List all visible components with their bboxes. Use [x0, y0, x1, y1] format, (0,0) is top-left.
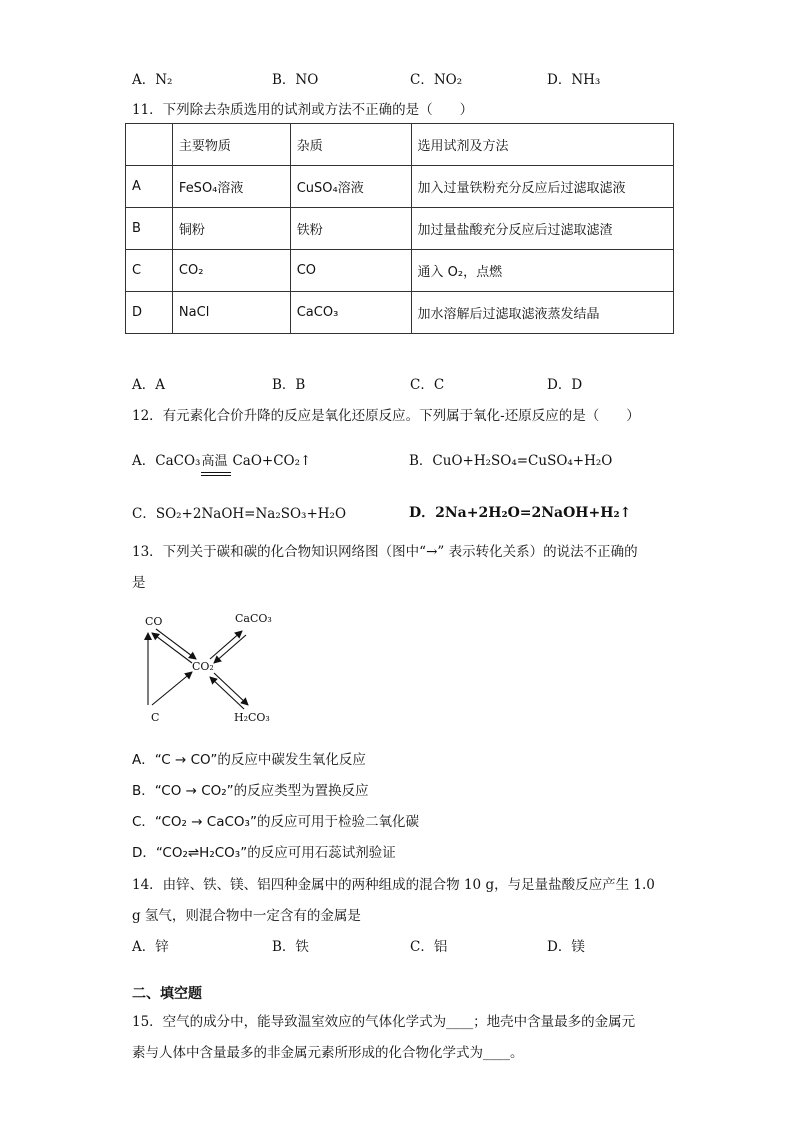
arrow-co2-to-co	[152, 633, 192, 663]
table-cell: CaCO₃	[290, 292, 411, 334]
table-cell: A	[126, 166, 173, 208]
q14-stem-line1: 14．由锌、铁、镁、铝四种金属中的两种组成的混合物 10 g，与足量盐酸反应产生 1.0	[132, 877, 655, 893]
q11-table	[125, 123, 674, 334]
q11-option-a: A．A	[132, 377, 165, 393]
section-title: 二、填空题	[132, 986, 202, 1002]
node-co: CO	[145, 615, 163, 628]
arrow-h2co3-to-co2	[210, 677, 244, 709]
q15-line2: 素与人体中含量最多的非金属元素所形成的化合物化学式为____。	[132, 1045, 524, 1061]
equation-line	[201, 472, 231, 473]
table-cell: B	[126, 208, 173, 250]
arrow-co2-to-h2co3	[214, 673, 248, 705]
q12-option-a	[132, 449, 311, 469]
arrow-c-to-co2	[152, 672, 192, 705]
node-h2co3: H₂CO₃	[234, 711, 270, 724]
q11-option-d: D．D	[547, 377, 583, 393]
q13-stem-line1: 13．下列关于碳和碳的化合物知识网络图（图中“→” 表示转化关系）的说法不正确的	[132, 544, 638, 560]
table-cell: 加入过量铁粉充分反应后过滤取滤液	[411, 166, 673, 208]
node-co2: CO₂	[192, 660, 214, 673]
q11-stem: 11．下列除去杂质选用的试剂或方法不正确的是（ ）	[132, 102, 474, 118]
table-cell: CO	[290, 250, 411, 292]
q10-options	[132, 68, 732, 88]
carbon-network-diagram	[130, 605, 290, 730]
q14-options	[132, 935, 732, 955]
q10-option-a: A．N₂	[132, 72, 173, 88]
table-header-cell: 选用试剂及方法	[411, 124, 673, 166]
table-cell: C	[126, 250, 173, 292]
arrow-caco3-to-co2	[214, 635, 246, 663]
table-cell: CuSO₄溶液	[290, 166, 411, 208]
table-row	[126, 250, 674, 292]
table-cell: 通入 O₂，点燃	[411, 250, 673, 292]
q10-option-c: C．NO₂	[410, 72, 463, 88]
table-header-cell: 杂质	[290, 124, 411, 166]
table-header-row	[126, 124, 674, 166]
q10-option-b: B．NO	[272, 72, 319, 88]
node-c: C	[151, 711, 160, 724]
arrow-co2-to-caco3	[210, 631, 242, 659]
q13-option-b: B．“CO → CO₂”的反应类型为置换反应	[132, 783, 369, 799]
q12-option-c: C．SO₂+2NaOH=Na₂SO₃+H₂O	[132, 506, 347, 522]
node-caco3: CaCO₃	[235, 612, 272, 625]
equation-line	[201, 475, 231, 476]
table-cell: D	[126, 292, 173, 334]
q12-stem: 12．有元素化合价升降的反应是氧化还原反应。下列属于氧化-还原反应的是（ ）	[132, 408, 640, 424]
q15-line1: 15．空气的成分中，能导致温室效应的气体化学式为____；地壳中含量最多的金属元	[132, 1014, 636, 1030]
arrow-co-to-co2	[156, 629, 196, 659]
q14-option-b: B．铁	[272, 939, 309, 955]
table-header-cell: 主要物质	[172, 124, 290, 166]
table-cell: 铜粉	[172, 208, 290, 250]
q13-stem-line2: 是	[132, 575, 146, 591]
table-row	[126, 208, 674, 250]
q13-option-a: A．“C → CO”的反应中碳发生氧化反应	[132, 752, 366, 768]
condition-label: 高温	[201, 454, 228, 469]
q13-option-d: D．“CO₂⇌H₂CO₃”的反应可用石蕊试剂验证	[132, 845, 396, 861]
q14-stem-line2: g 氢气，则混合物中一定含有的金属是	[132, 908, 361, 924]
q12-option-d: D．2Na+2H₂O=2NaOH+H₂↑	[409, 505, 632, 521]
table-cell: 加水溶解后过滤取滤液蒸发结晶	[411, 292, 673, 334]
table-cell: FeSO₄溶液	[172, 166, 290, 208]
table-cell: 加过量盐酸充分反应后过滤取滤渣	[411, 208, 673, 250]
q10-option-d: D．NH₃	[547, 72, 601, 88]
q14-option-a: A．锌	[132, 939, 169, 955]
q14-option-d: D．镁	[547, 939, 585, 955]
q11-option-b: B．B	[272, 377, 306, 393]
table-cell: 铁粉	[290, 208, 411, 250]
q11-option-c: C．C	[410, 377, 445, 393]
q12-option-b: B．CuO+H₂SO₄=CuSO₄+H₂O	[409, 453, 613, 469]
table-header-cell	[126, 124, 173, 166]
q12-a-products: CaO+CO₂↑	[232, 453, 312, 469]
q11-options	[132, 373, 732, 393]
q13-option-c: C．“CO₂ → CaCO₃”的反应可用于检验二氧化碳	[132, 814, 419, 830]
q14-option-c: C．铝	[410, 939, 448, 955]
table-cell: CO₂	[172, 250, 290, 292]
table-cell: NaCl	[172, 292, 290, 334]
q12-a-reactant: A．CaCO₃	[132, 453, 201, 469]
table-row	[126, 166, 674, 208]
table-row	[126, 292, 674, 334]
